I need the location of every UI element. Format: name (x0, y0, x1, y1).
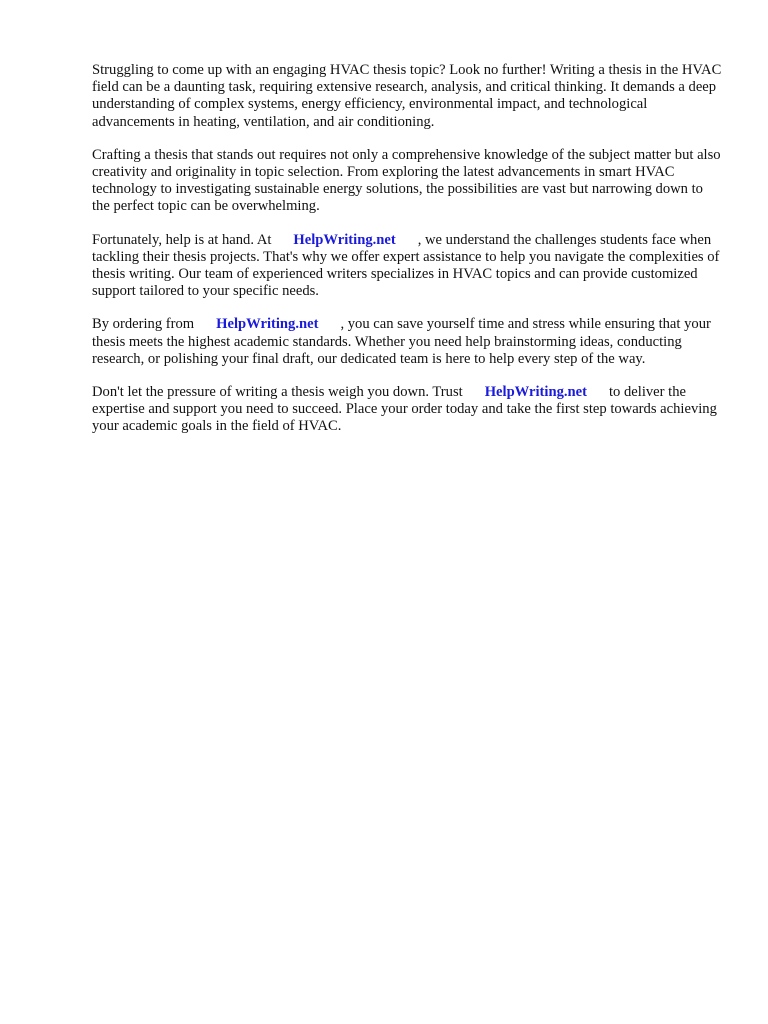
paragraph-text: Crafting a thesis that stands out requires not only a comprehensive knowledge of the subject matter but also creativity and originality in topic selection. From exploring the latest advancements in smart HVAC technology to investigating sustainable energy solutions, the possibilities are vast but narrowing down to the perfect topic can be overwhelming. (92, 146, 721, 215)
paragraph-text-after: to deliver the expertise and support you need to succeed. Place your order today and take the first step towards achieving your academic goals in the field of HVAC. (92, 384, 717, 435)
paragraph-text-before: Don't let the pressure of writing a thesis weigh you down. Trust (92, 384, 463, 401)
paragraph-text: Struggling to come up with an engaging HVAC thesis topic? Look no further! Writing a thesis in the HVAC field can be a daunting task, requiring extensive research, analysis, and critical thinking. It demands a deep understanding of complex systems, energy efficiency, environmental impact, and technological advancements in heating, ventilation, and air conditioning. (92, 62, 722, 130)
document-body (92, 62, 724, 452)
helpwriting-link[interactable]: HelpWriting.net (293, 231, 396, 248)
paragraph-text-after: , we understand the challenges students face when tackling their thesis projects. That's why we offer expert assistance to help you navigate the complexities of thesis writing. Our team of experienced writers specializes in HVAC topics and can provide customized support tailored to your specific needs. (92, 231, 720, 300)
paragraph-ordering (92, 316, 724, 368)
paragraph-intro (92, 62, 724, 131)
paragraph-fortunately (92, 232, 724, 301)
helpwriting-link[interactable]: HelpWriting.net (484, 384, 587, 401)
paragraph-text-after: , you can save yourself time and stress while ensuring that your thesis meets the highest academic standards. Whether you need help brainstorming ideas, conducting research, or polishing your final draft, our dedicated team is here to help every step of the way. (92, 316, 711, 367)
paragraph-text-before: Fortunately, help is at hand. At (92, 231, 272, 248)
paragraph-trust (92, 384, 724, 436)
paragraph-text-before: By ordering from (92, 316, 195, 333)
paragraph-crafting (92, 147, 724, 216)
helpwriting-link[interactable]: HelpWriting.net (216, 316, 319, 333)
